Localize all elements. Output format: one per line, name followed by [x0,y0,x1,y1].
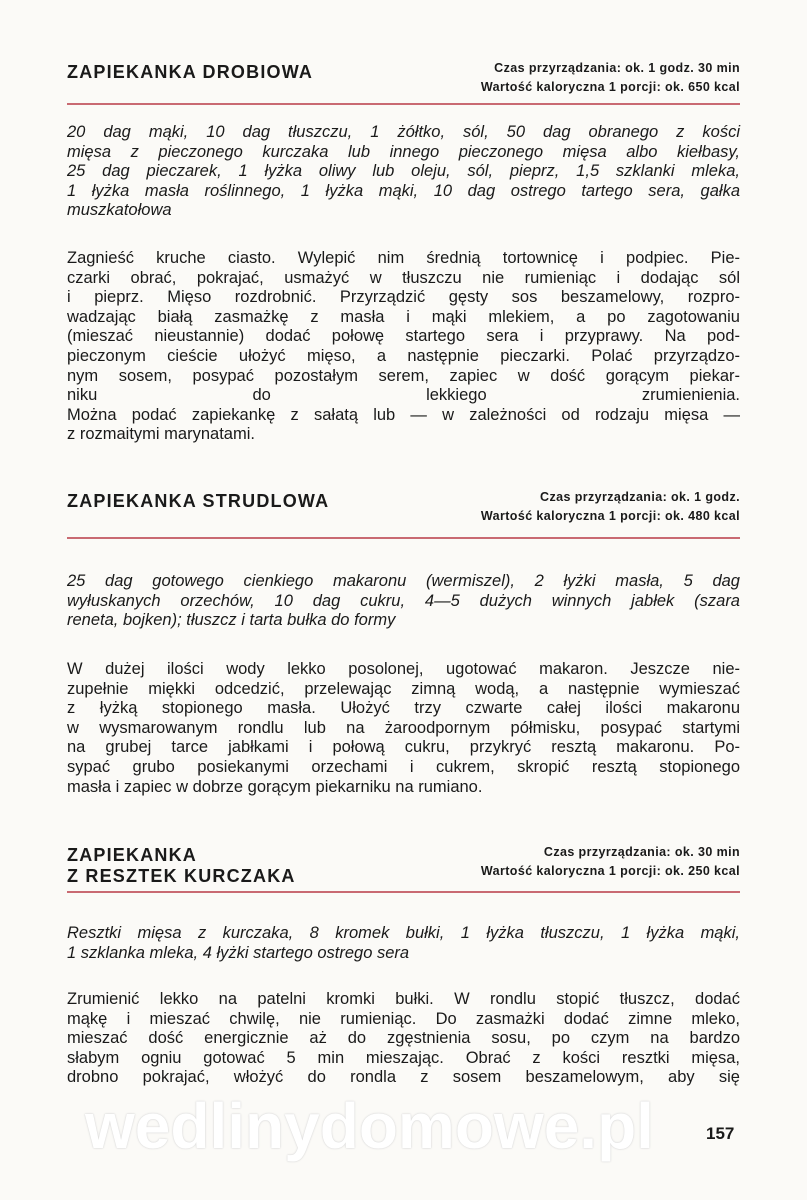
text-line: muszkatołowa [67,201,172,220]
recipe-meta [481,59,740,97]
text-line: Zrumienić lekko na patelni kromki bułki. W rondlu stopić tłuszcz, dodać [67,990,740,1008]
text-line: z łyżką stopionego masła. Ułożyć trzy czwarte całej ilości makaronu [67,699,740,718]
watermark: wedlinydomowe.pl [85,1090,654,1162]
section-divider [67,537,740,539]
text-line: w wysmarowanym rondlu lub na żaroodpornym półmisku, posypać startymi [67,718,740,737]
text-line: Zagnieść kruche ciasto. Wylepić nim średnią tortownicę i podpiec. Pie- [67,249,740,267]
text-line: 1 łyżka masła roślinnego, 1 łyżka mąki, 10 dag ostrego tartego sera, gałka [67,181,740,200]
recipe-title-line: ZAPIEKANKA STRUDLOWA [67,491,330,511]
text-line: reneta, bojken); tłuszcz i tarta bułka do formy [67,611,396,630]
text-line: niku do lekkiego zrumienienia. [67,386,740,405]
text-line: czarki obrać, pokrajać, usmażyć w tłuszczu nie rumieniąc i dodając sól [67,268,740,287]
method-text [67,249,740,445]
preparation-time: Czas przyrządzania: ok. 1 godz. [540,490,740,504]
text-line: na grubej tarce jabłkami i połową cukru, przykryć resztą makaronu. Po- [67,738,740,757]
section-divider [67,891,740,893]
method-text [67,990,740,1088]
text-line: słabym ogniu gotować 5 min mieszając. Obrać z kości resztki mięsa, [67,1048,740,1067]
text-line: zupełnie miękki odcedzić, przelewając zimną wodą, a następnie wymieszać [67,679,740,698]
text-line: (mieszać nieustannie) dodać połowę startego sera i przyprawy. Na pod- [67,327,740,346]
ingredients-list [67,572,740,631]
preparation-time: Czas przyrządzania: ok. 30 min [543,845,740,859]
recipe-meta [481,843,740,881]
recipe-meta [481,488,740,526]
recipe-title [67,62,313,83]
calories-per-portion: Wartość kaloryczna 1 porcji: ok. 480 kcal [480,509,740,523]
text-line: sypać grubo posiekanymi orzechami i cukrem, skropić resztą stopionego [67,757,740,776]
calories-per-portion: Wartość kaloryczna 1 porcji: ok. 650 kcal [480,80,740,94]
text-line: mieszać dość energicznie aż do zgęstnienia sosu, po czym na bardzo [67,1029,740,1048]
text-line: nym sosem, posypać pozostałym serem, zapiec w dość gorącym piekar- [67,366,740,385]
recipe-title [67,491,329,512]
text-line: Można podać zapiekankę z sałatą lub — w zależności od rodzaju mięsa — [67,405,740,424]
text-line: 25 dag pieczarek, 1 łyżka oliwy lub oleju, sól, pieprz, 1,5 szklanki mleka, [67,162,740,181]
text-line: masła i zapiec w dobrze gorącym piekarniku na rumiano. [67,777,483,796]
ingredients-list [67,924,740,963]
preparation-time: Czas przyrządzania: ok. 1 godz. 30 min [494,61,740,75]
text-line: 25 dag gotowego cienkiego makaronu (wermiszel), 2 łyżki masła, 5 dag [67,572,740,590]
text-line: wyłuskanych orzechów, 10 dag cukru, 4—5 dużych winnych jabłek (szara [67,591,740,610]
recipe-title [67,845,296,887]
page-number: 157 [706,1124,735,1143]
text-line: Resztki mięsa z kurczaka, 8 kromek bułki, 1 łyżka tłuszczu, 1 łyżka mąki, [67,924,740,942]
text-line: pieczonym cieście ułożyć mięso, a następnie pieczarki. Polać przyrządzo- [67,346,740,365]
recipe-title-line: ZAPIEKANKA DROBIOWA [67,62,314,82]
recipe-title-line: Z RESZTEK KURCZAKA [67,866,296,886]
recipe-title-line: ZAPIEKANKA [67,845,198,865]
ingredients-list [67,123,740,221]
text-line: i pieprz. Mięso rozdrobnić. Przyrządzić gęsty sos beszamelowy, rozpro- [67,288,740,307]
text-line: 20 dag mąki, 10 dag tłuszczu, 1 żółtko, sól, 50 dag obranego z kości [67,123,740,141]
text-line: W dużej ilości wody lekko posolonej, ugotować makaron. Jeszcze nie- [67,660,740,678]
text-line: z rozmaitymi marynatami. [67,425,255,444]
text-line: drobno pokrajać, włożyć do rondla z sosem beszamelowym, aby się [67,1068,740,1087]
text-line: mięsa z pieczonego kurczaka lub innego pieczonego mięsa albo kiełbasy, [67,142,740,161]
text-line: 1 szklanka mleka, 4 łyżki startego ostrego sera [67,943,410,962]
calories-per-portion: Wartość kaloryczna 1 porcji: ok. 250 kcal [480,864,740,878]
text-line: mąkę i mieszać chwilę, nie rumieniąc. Do zasmażki dodać zimne mleko, [67,1009,740,1028]
section-divider [67,103,740,105]
method-text [67,660,740,797]
text-line: wadzając białą zasmażkę z masła i mąki mlekiem, a po zagotowaniu [67,307,740,326]
